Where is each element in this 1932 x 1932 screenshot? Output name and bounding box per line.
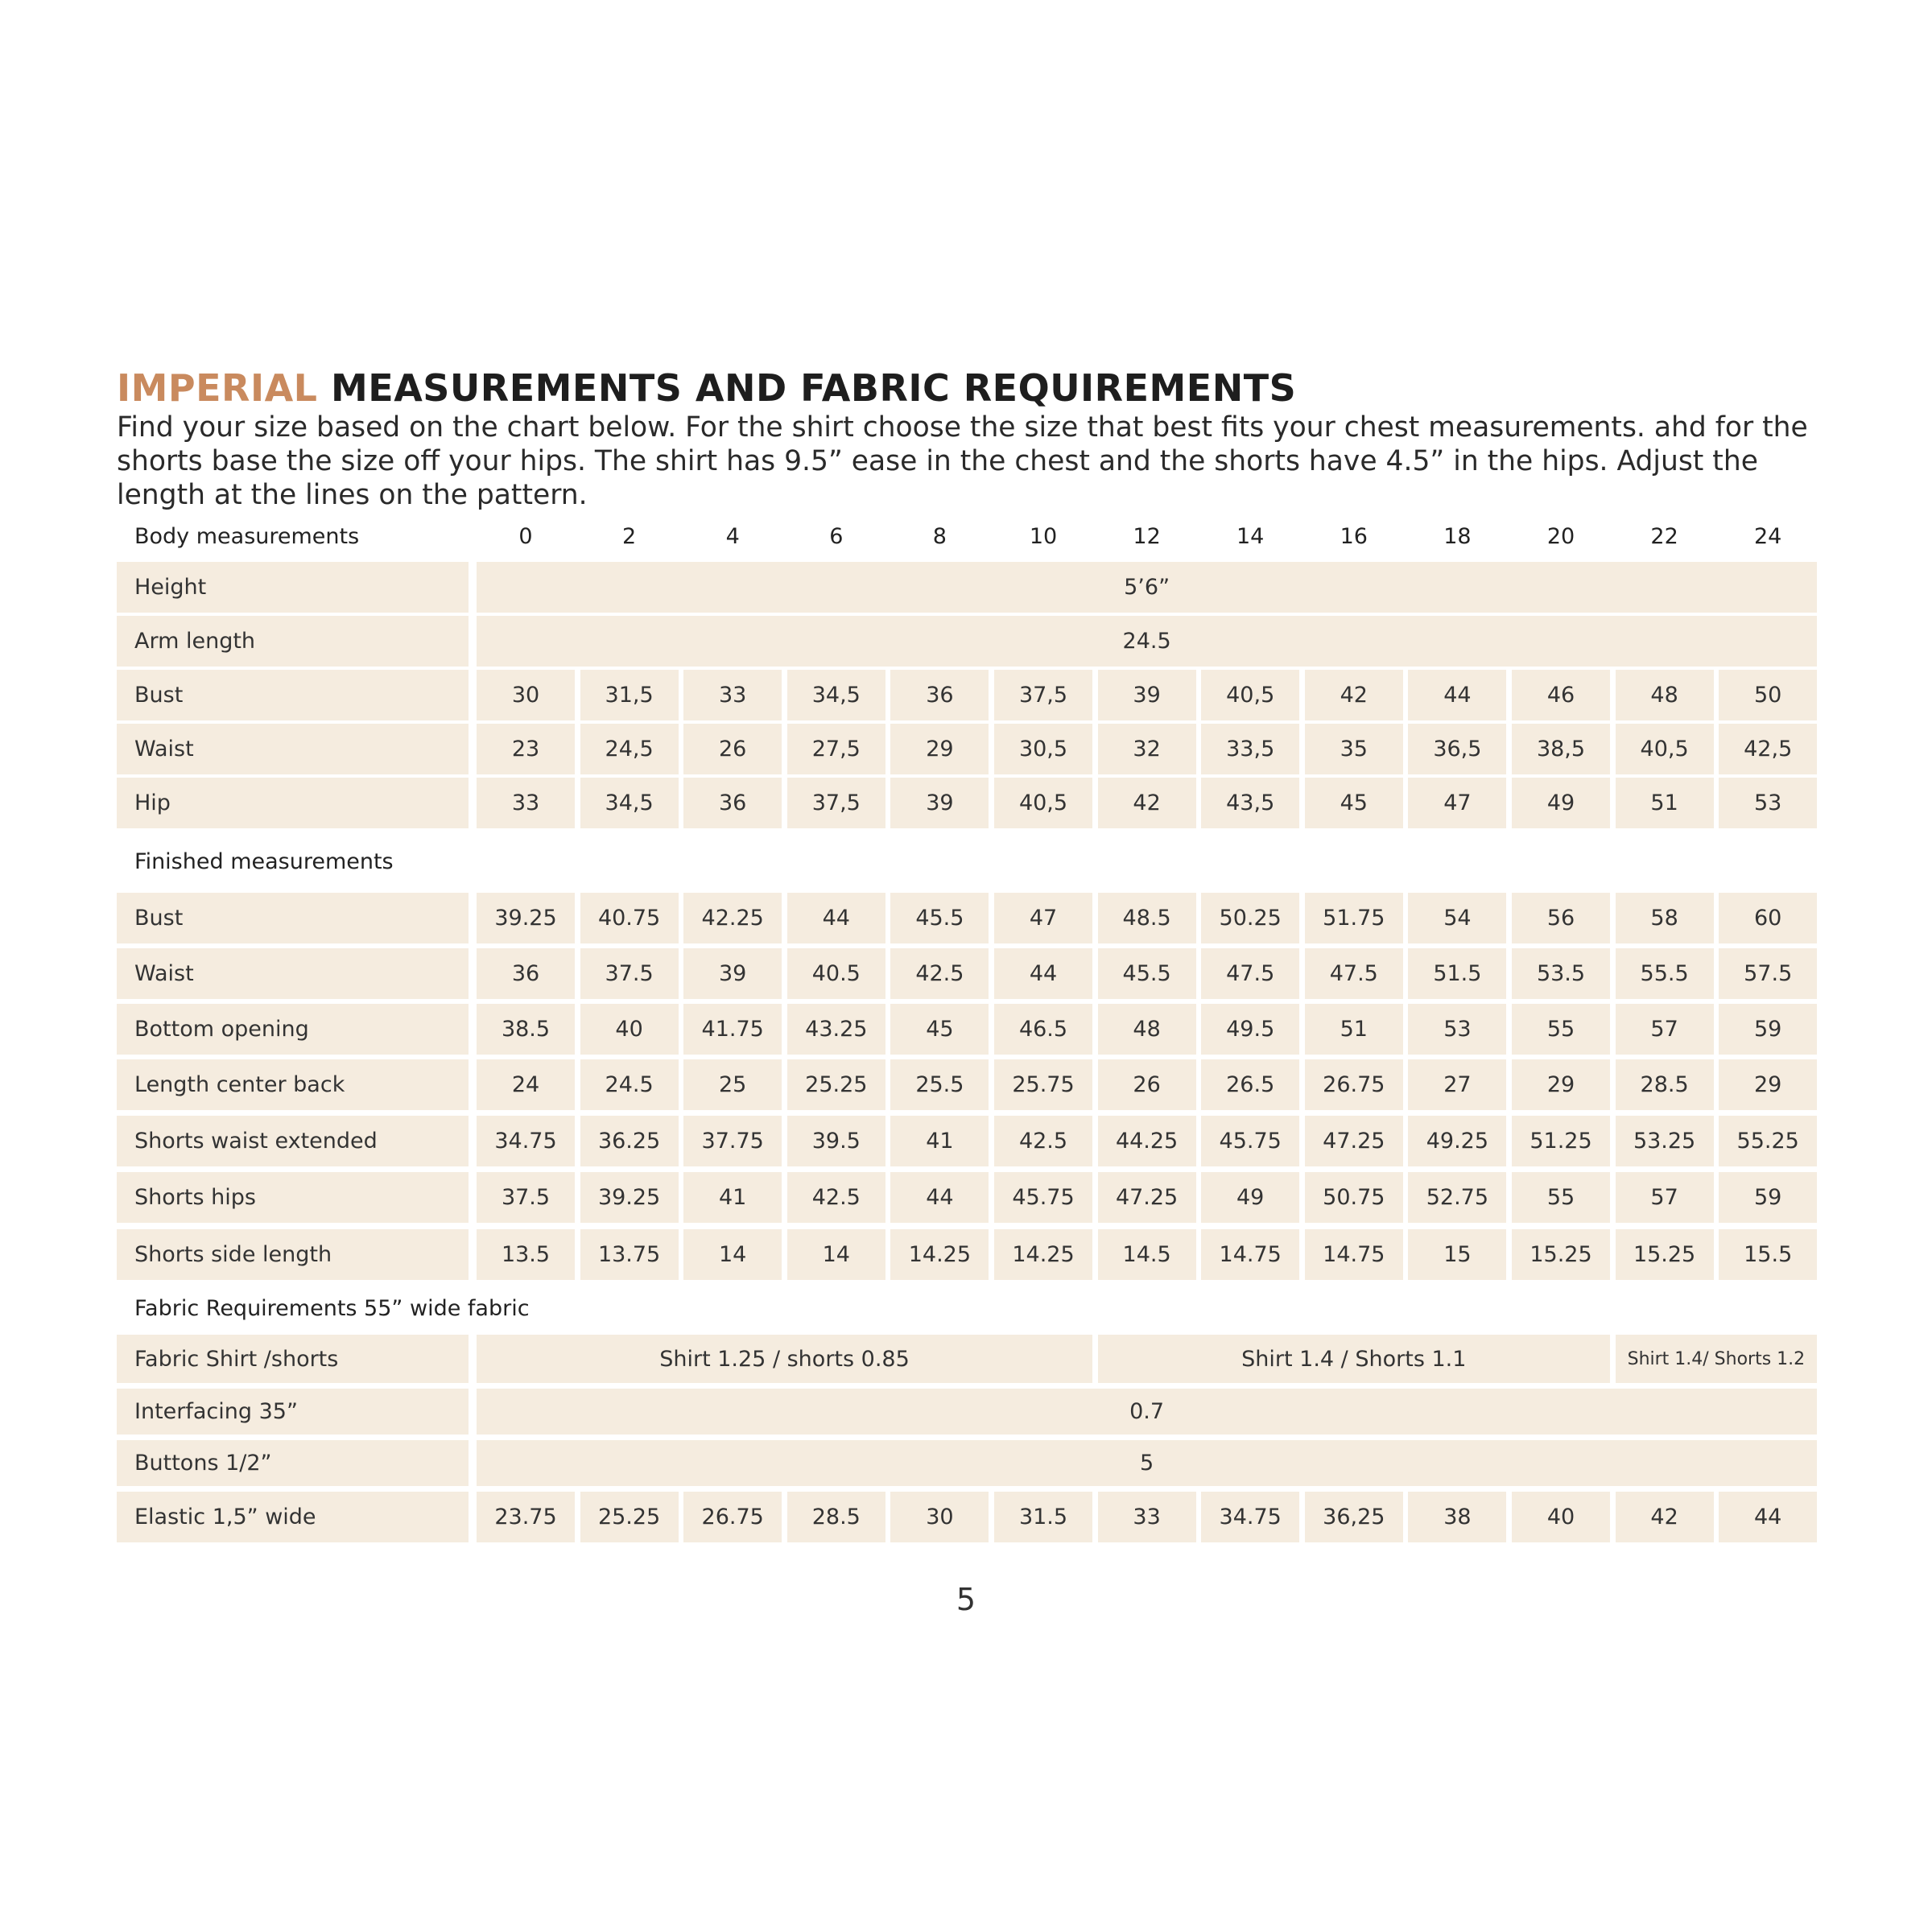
body-cell: 24,5 — [580, 724, 679, 774]
body-cell: 27,5 — [787, 724, 886, 774]
finished-cell: 25.5 — [890, 1059, 989, 1110]
body-row-span-value: 24.5 — [477, 616, 1817, 667]
body-cell: 43,5 — [1201, 778, 1299, 828]
finished-cell: 48.5 — [1098, 893, 1196, 943]
elastic-cell: 23.75 — [477, 1492, 575, 1542]
body-measurements-header: Body measurements — [134, 523, 360, 549]
fabric-group-cell: Shirt 1.4/ Shorts 1.2 — [1616, 1335, 1818, 1383]
intro-paragraph: Find your size based on the chart below. For the shirt choose the size that best fits your chest measurements. ahd for the shorts base the size off your hips. The shirt has 9.5” ease in the chest and the shorts have 4.5” in the hips. Adjust the length at the lines on the pattern. — [117, 411, 1808, 511]
finished-cell: 14.75 — [1305, 1229, 1403, 1280]
finished-cell: 60 — [1719, 893, 1817, 943]
body-cell: 29 — [890, 724, 989, 774]
finished-cell: 47 — [994, 893, 1092, 943]
page-title — [117, 366, 1296, 410]
finished-cell: 14 — [787, 1229, 886, 1280]
finished-cell: 49 — [1201, 1172, 1299, 1223]
finished-cell: 41 — [683, 1172, 782, 1223]
finished-cell: 42.5 — [890, 948, 989, 999]
finished-cell: 14.25 — [994, 1229, 1092, 1280]
finished-cell: 53 — [1408, 1004, 1506, 1055]
finished-cell: 39.25 — [580, 1172, 679, 1223]
finished-cell: 28.5 — [1616, 1059, 1714, 1110]
size-header-12: 12 — [1133, 523, 1161, 549]
finished-cell: 49.25 — [1408, 1116, 1506, 1166]
interfacing-label: Interfacing 35” — [117, 1389, 469, 1435]
finished-cell: 44.25 — [1098, 1116, 1196, 1166]
finished-cell: 48 — [1098, 1004, 1196, 1055]
body-row-label: Height — [117, 562, 469, 613]
finished-row-label: Bottom opening — [117, 1004, 469, 1055]
body-cell: 37,5 — [787, 778, 886, 828]
finished-cell: 46.5 — [994, 1004, 1092, 1055]
finished-cell: 59 — [1719, 1004, 1817, 1055]
body-cell: 36,5 — [1408, 724, 1506, 774]
finished-cell: 34.75 — [477, 1116, 575, 1166]
finished-cell: 39.25 — [477, 893, 575, 943]
elastic-cell: 44 — [1719, 1492, 1817, 1542]
finished-cell: 45 — [890, 1004, 989, 1055]
finished-cell: 40 — [580, 1004, 679, 1055]
finished-cell: 57.5 — [1719, 948, 1817, 999]
body-cell: 42 — [1098, 778, 1196, 828]
body-cell: 36 — [890, 670, 989, 720]
finished-cell: 50.25 — [1201, 893, 1299, 943]
body-cell: 50 — [1719, 670, 1817, 720]
finished-cell: 15.25 — [1616, 1229, 1714, 1280]
finished-cell: 15.25 — [1512, 1229, 1610, 1280]
finished-cell: 45.75 — [1201, 1116, 1299, 1166]
body-cell: 33 — [683, 670, 782, 720]
body-cell: 40,5 — [1201, 670, 1299, 720]
finished-cell: 40.75 — [580, 893, 679, 943]
body-cell: 46 — [1512, 670, 1610, 720]
fabric-group-cell: Shirt 1.25 / shorts 0.85 — [477, 1335, 1092, 1383]
finished-cell: 55 — [1512, 1172, 1610, 1223]
fabric-group-cell: Shirt 1.4 / Shorts 1.1 — [1098, 1335, 1610, 1383]
finished-cell: 53.25 — [1616, 1116, 1714, 1166]
finished-cell: 45.75 — [994, 1172, 1092, 1223]
fabric-requirements-header: Fabric Requirements 55” wide fabric — [134, 1295, 530, 1321]
body-cell: 40,5 — [1616, 724, 1714, 774]
finished-row-label: Waist — [117, 948, 469, 999]
finished-row-label: Shorts hips — [117, 1172, 469, 1223]
body-cell: 38,5 — [1512, 724, 1610, 774]
finished-cell: 14.25 — [890, 1229, 989, 1280]
finished-cell: 27 — [1408, 1059, 1506, 1110]
finished-cell: 39 — [683, 948, 782, 999]
finished-cell: 44 — [787, 893, 886, 943]
finished-measurements-header: Finished measurements — [134, 848, 394, 874]
finished-cell: 38.5 — [477, 1004, 575, 1055]
finished-cell: 15 — [1408, 1229, 1506, 1280]
finished-cell: 41 — [890, 1116, 989, 1166]
size-header-22: 22 — [1650, 523, 1678, 549]
body-cell: 39 — [890, 778, 989, 828]
fabric-row-label: Fabric Shirt /shorts — [117, 1335, 469, 1383]
body-cell: 32 — [1098, 724, 1196, 774]
size-header-20: 20 — [1546, 523, 1575, 549]
finished-cell: 43.25 — [787, 1004, 886, 1055]
elastic-cell: 36,25 — [1305, 1492, 1403, 1542]
elastic-cell: 38 — [1408, 1492, 1506, 1542]
finished-cell: 51 — [1305, 1004, 1403, 1055]
finished-cell: 14 — [683, 1229, 782, 1280]
elastic-cell: 25.25 — [580, 1492, 679, 1542]
finished-cell: 29 — [1719, 1059, 1817, 1110]
finished-cell: 41.75 — [683, 1004, 782, 1055]
finished-cell: 45.5 — [890, 893, 989, 943]
elastic-cell: 40 — [1512, 1492, 1610, 1542]
body-cell: 42 — [1305, 670, 1403, 720]
size-header-8: 8 — [932, 523, 947, 549]
body-cell: 23 — [477, 724, 575, 774]
finished-cell: 40.5 — [787, 948, 886, 999]
elastic-label: Elastic 1,5” wide — [117, 1492, 469, 1542]
finished-cell: 25.25 — [787, 1059, 886, 1110]
buttons-value: 5 — [477, 1440, 1817, 1486]
finished-row-label: Shorts waist extended — [117, 1116, 469, 1166]
title-rest: MEASUREMENTS AND FABRIC REQUIREMENTS — [331, 366, 1297, 410]
finished-cell: 47.5 — [1305, 948, 1403, 999]
finished-row-label: Bust — [117, 893, 469, 943]
interfacing-value: 0.7 — [477, 1389, 1817, 1435]
finished-cell: 55.5 — [1616, 948, 1714, 999]
body-row-label: Arm length — [117, 616, 469, 667]
finished-cell: 59 — [1719, 1172, 1817, 1223]
title-accent: IMPERIAL — [117, 366, 318, 410]
body-cell: 40,5 — [994, 778, 1092, 828]
finished-cell: 57 — [1616, 1172, 1714, 1223]
finished-cell: 24.5 — [580, 1059, 679, 1110]
elastic-cell: 42 — [1616, 1492, 1714, 1542]
finished-cell: 51.75 — [1305, 893, 1403, 943]
body-row-label: Bust — [117, 670, 469, 720]
body-cell: 36 — [683, 778, 782, 828]
finished-cell: 25.75 — [994, 1059, 1092, 1110]
elastic-cell: 31.5 — [994, 1492, 1092, 1542]
size-header-0: 0 — [518, 523, 533, 549]
body-cell: 30,5 — [994, 724, 1092, 774]
size-header-10: 10 — [1029, 523, 1058, 549]
body-cell: 26 — [683, 724, 782, 774]
body-cell: 34,5 — [580, 778, 679, 828]
finished-cell: 24 — [477, 1059, 575, 1110]
size-header-6: 6 — [829, 523, 844, 549]
body-cell: 44 — [1408, 670, 1506, 720]
body-cell: 31,5 — [580, 670, 679, 720]
finished-cell: 51.25 — [1512, 1116, 1610, 1166]
elastic-cell: 33 — [1098, 1492, 1196, 1542]
finished-cell: 26.75 — [1305, 1059, 1403, 1110]
size-header-24: 24 — [1754, 523, 1782, 549]
finished-cell: 13.75 — [580, 1229, 679, 1280]
finished-row-label: Length center back — [117, 1059, 469, 1110]
body-row-label: Waist — [117, 724, 469, 774]
body-cell: 53 — [1719, 778, 1817, 828]
elastic-cell: 34.75 — [1201, 1492, 1299, 1542]
finished-cell: 14.75 — [1201, 1229, 1299, 1280]
body-row-span-value: 5’6” — [477, 562, 1817, 613]
finished-cell: 53.5 — [1512, 948, 1610, 999]
finished-cell: 13.5 — [477, 1229, 575, 1280]
finished-cell: 25 — [683, 1059, 782, 1110]
finished-cell: 55.25 — [1719, 1116, 1817, 1166]
page-number: 5 — [956, 1582, 976, 1617]
finished-cell: 56 — [1512, 893, 1610, 943]
finished-cell: 50.75 — [1305, 1172, 1403, 1223]
finished-cell: 36 — [477, 948, 575, 999]
finished-cell: 58 — [1616, 893, 1714, 943]
body-row-label: Hip — [117, 778, 469, 828]
finished-cell: 45.5 — [1098, 948, 1196, 999]
finished-cell: 42.5 — [787, 1172, 886, 1223]
body-cell: 51 — [1616, 778, 1714, 828]
elastic-cell: 26.75 — [683, 1492, 782, 1542]
body-cell: 35 — [1305, 724, 1403, 774]
elastic-cell: 30 — [890, 1492, 989, 1542]
size-header-4: 4 — [725, 523, 740, 549]
finished-cell: 54 — [1408, 893, 1506, 943]
body-cell: 34,5 — [787, 670, 886, 720]
finished-cell: 37.75 — [683, 1116, 782, 1166]
finished-cell: 39.5 — [787, 1116, 886, 1166]
buttons-label: Buttons 1/2” — [117, 1440, 469, 1486]
finished-cell: 47.5 — [1201, 948, 1299, 999]
finished-cell: 47.25 — [1098, 1172, 1196, 1223]
body-cell: 33 — [477, 778, 575, 828]
size-header-14: 14 — [1236, 523, 1265, 549]
body-cell: 49 — [1512, 778, 1610, 828]
finished-cell: 44 — [994, 948, 1092, 999]
finished-cell: 37.5 — [580, 948, 679, 999]
body-cell: 33,5 — [1201, 724, 1299, 774]
finished-cell: 44 — [890, 1172, 989, 1223]
finished-cell: 42.5 — [994, 1116, 1092, 1166]
body-cell: 37,5 — [994, 670, 1092, 720]
finished-cell: 26 — [1098, 1059, 1196, 1110]
finished-cell: 29 — [1512, 1059, 1610, 1110]
body-cell: 30 — [477, 670, 575, 720]
finished-cell: 49.5 — [1201, 1004, 1299, 1055]
body-cell: 47 — [1408, 778, 1506, 828]
elastic-cell: 28.5 — [787, 1492, 886, 1542]
finished-cell: 26.5 — [1201, 1059, 1299, 1110]
size-header-16: 16 — [1340, 523, 1368, 549]
finished-cell: 55 — [1512, 1004, 1610, 1055]
finished-cell: 42.25 — [683, 893, 782, 943]
finished-cell: 47.25 — [1305, 1116, 1403, 1166]
finished-cell: 37.5 — [477, 1172, 575, 1223]
finished-cell: 15.5 — [1719, 1229, 1817, 1280]
finished-cell: 52.75 — [1408, 1172, 1506, 1223]
finished-cell: 57 — [1616, 1004, 1714, 1055]
body-cell: 42,5 — [1719, 724, 1817, 774]
body-cell: 39 — [1098, 670, 1196, 720]
finished-cell: 51.5 — [1408, 948, 1506, 999]
finished-cell: 36.25 — [580, 1116, 679, 1166]
size-header-18: 18 — [1443, 523, 1472, 549]
body-cell: 48 — [1616, 670, 1714, 720]
finished-row-label: Shorts side length — [117, 1229, 469, 1280]
body-cell: 45 — [1305, 778, 1403, 828]
size-header-2: 2 — [622, 523, 637, 549]
finished-cell: 14.5 — [1098, 1229, 1196, 1280]
